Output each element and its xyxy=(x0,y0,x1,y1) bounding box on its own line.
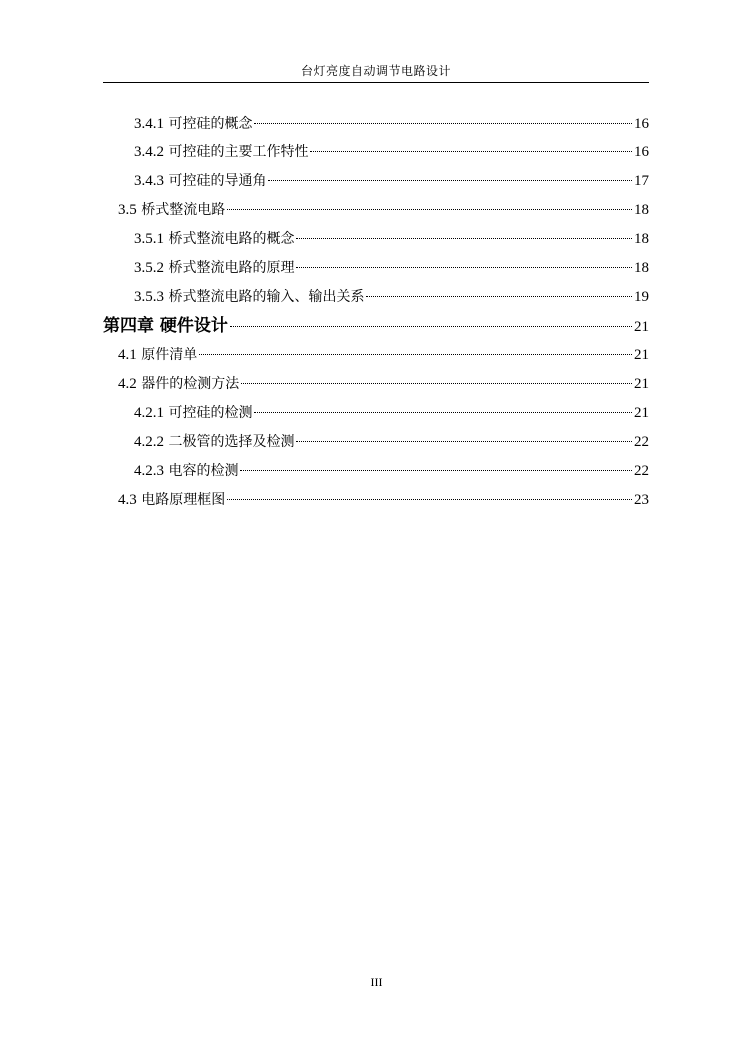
dot-leader xyxy=(310,151,632,152)
dot-leader xyxy=(227,209,632,210)
dot-leader xyxy=(296,238,632,239)
toc-entry-page: 17 xyxy=(634,173,649,189)
toc-entry-page: 21 xyxy=(634,405,649,421)
toc-entry-page: 18 xyxy=(634,260,649,276)
toc-entry-number: 4.2.1 xyxy=(134,405,164,421)
toc-entry-title: 原件清单 xyxy=(141,347,198,363)
toc-entry-number: 4.2.2 xyxy=(134,434,164,450)
toc-entry-number: 3.5.2 xyxy=(134,260,164,276)
toc-entry-3-5[interactable] xyxy=(118,196,649,224)
toc-entry-number: 3.4.2 xyxy=(134,144,164,160)
toc-entry-number: 4.1 xyxy=(118,347,137,363)
dot-leader xyxy=(240,470,632,471)
dot-leader xyxy=(366,296,632,297)
toc-entry-title: 第四章 硬件设计 xyxy=(103,316,228,336)
toc-entry-page: 18 xyxy=(634,202,649,218)
toc-entry-page: 21 xyxy=(634,347,649,363)
toc-entry-title: 桥式整流电路的输入、输出关系 xyxy=(168,289,365,305)
dot-leader xyxy=(254,123,632,124)
dot-leader xyxy=(268,180,632,181)
dot-leader xyxy=(296,267,632,268)
toc-entry-number: 3.5 xyxy=(118,202,137,218)
toc-entry-page: 19 xyxy=(634,289,649,305)
toc-entry-chapter-4[interactable] xyxy=(103,312,649,340)
toc-entry-title: 器件的检测方法 xyxy=(141,376,240,392)
toc-entry-title: 电容的检测 xyxy=(168,463,239,479)
toc-entry-page: 18 xyxy=(634,231,649,247)
toc-entry-page: 16 xyxy=(634,116,649,132)
toc-entry-4-2[interactable] xyxy=(118,370,649,398)
toc-entry-title: 可控硅的概念 xyxy=(168,116,253,132)
toc-entry-number: 4.3 xyxy=(118,492,137,508)
toc-entry-page: 21 xyxy=(634,376,649,392)
toc-entry-page: 16 xyxy=(634,144,649,160)
page-number: III xyxy=(370,975,383,989)
toc-entry-title: 桥式整流电路的原理 xyxy=(168,260,295,276)
toc-entry-3-5-3[interactable] xyxy=(134,283,649,311)
toc-entry-number: 3.4.3 xyxy=(134,173,164,189)
toc-entry-4-2-2[interactable] xyxy=(134,428,649,456)
toc-entry-page: 22 xyxy=(634,434,649,450)
toc-entry-title: 可控硅的主要工作特性 xyxy=(168,144,309,160)
page-header xyxy=(103,58,649,83)
toc-entry-number: 3.5.3 xyxy=(134,289,164,305)
toc-entry-number: 4.2.3 xyxy=(134,463,164,479)
toc-entry-3-5-2[interactable] xyxy=(134,254,649,282)
dot-leader xyxy=(230,326,632,327)
dot-leader xyxy=(241,383,632,384)
toc-entry-4-2-1[interactable] xyxy=(134,399,649,427)
toc-entry-4-3[interactable] xyxy=(118,486,649,514)
toc-entry-page: 22 xyxy=(634,463,649,479)
toc-entry-title: 桥式整流电路的概念 xyxy=(168,231,295,247)
dot-leader xyxy=(296,441,632,442)
toc-entry-4-2-3[interactable] xyxy=(134,457,649,485)
toc-entry-page: 23 xyxy=(634,492,649,508)
toc-entry-number: 3.5.1 xyxy=(134,231,164,247)
toc-entry-page: 21 xyxy=(634,319,649,335)
dot-leader xyxy=(199,354,632,355)
document-title: 台灯亮度自动调节电路设计 xyxy=(300,64,451,78)
toc-entry-title: 二极管的选择及检测 xyxy=(168,434,295,450)
dot-leader xyxy=(254,412,632,413)
toc-entry-4-1[interactable] xyxy=(118,341,649,369)
toc-entry-title: 桥式整流电路 xyxy=(141,202,226,218)
dot-leader xyxy=(227,499,632,500)
toc-entry-title: 可控硅的导通角 xyxy=(168,173,267,189)
toc-entry-title: 电路原理框图 xyxy=(141,492,226,508)
toc-entry-3-5-1[interactable] xyxy=(134,225,649,253)
toc-entry-number: 3.4.1 xyxy=(134,116,164,132)
toc-entry-3-4-1[interactable] xyxy=(134,110,649,138)
toc-entry-3-4-2[interactable] xyxy=(134,138,649,166)
toc-entry-number: 4.2 xyxy=(118,376,137,392)
toc-entry-3-4-3[interactable] xyxy=(134,167,649,195)
toc-entry-title: 可控硅的检测 xyxy=(168,405,253,421)
